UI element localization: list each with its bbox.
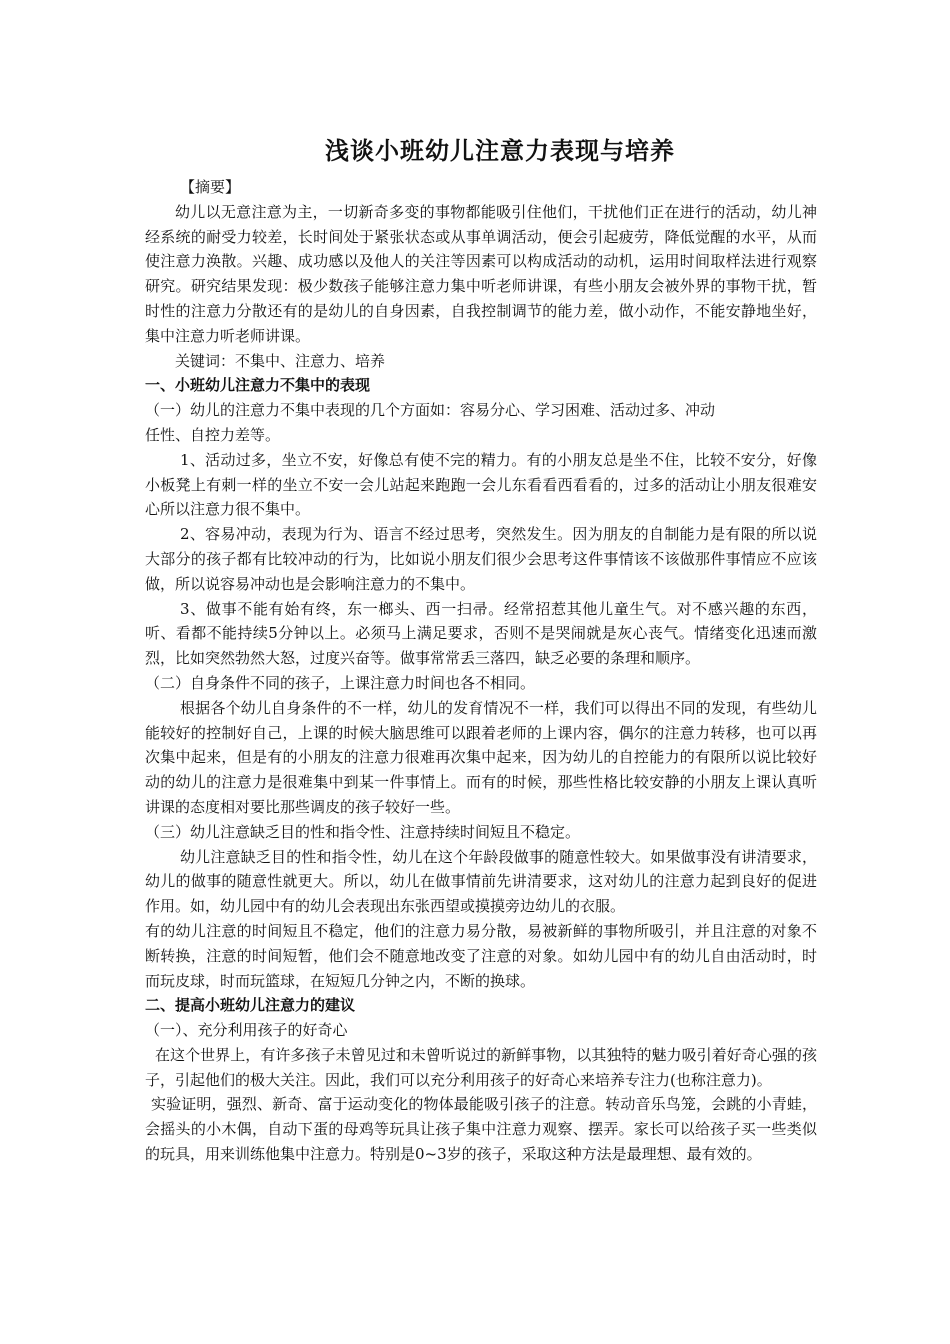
document-title: 浅谈小班幼儿注意力表现与培养 [325, 136, 675, 165]
subsection-4-paragraph-1: 在这个世界上，有许多孩子未曾见过和未曾听说过的新鲜事物，以其独特的魅力吸引着好奇心强的孩子，引起他们的极大关注。因此，我们可以充分利用孩子的好奇心来培养专注力(也称注意力)。 [145, 1045, 817, 1089]
abstract-paragraph: 幼儿以无意注意为主，一切新奇多变的事物都能吸引住他们，干扰他们正在进行的活动，幼儿神经系统的耐受力较差，长时间处于紧张状态或从事单调活动，便会引起疲劳，降低觉醒的水平，从而使注意力涣散。兴趣、成功感以及他人的关注等因素可以构成活动的动机，运用时间取样法进行观察研究。研究结果发现：极少数孩子能够注意力集中听老师讲课，有些小朋友会被外界的事物干扰，暂时性的注意力分散还有的是幼儿的自身因素，自我控制调节的能力差，做小动作，不能安静地坐好，集中注意力听老师讲课。 [145, 202, 817, 345]
subsection-1-heading-line1: （一）幼儿的注意力不集中表现的几个方面如：容易分心、学习困难、活动过多、冲动 [145, 401, 716, 420]
subsection-3-paragraph-2: 有的幼儿注意的时间短且不稳定，他们的注意力易分散，易被新鲜的事物所吸引，并且注意的对象不断转换，注意的时间短暂，他们会不随意地改变了注意的对象。如幼儿园中有的幼儿自由活动时，时而玩皮球，时而玩篮球，在短短几分钟之内，不断的换球。 [145, 921, 817, 990]
subsection-4-paragraph-2: 实验证明，强烈、新奇、富于运动变化的物体最能吸引孩子的注意。转动音乐鸟笼，会跳的小青蛙，会摇头的小木偶，自动下蛋的母鸡等玩具让孩子集中注意力观察、摆弄。家长可以给孩子买一些类似的玩具，用来训练他集中注意力。特别是0~3岁的孩子，采取这种方法是最理想、最有效的。 [145, 1095, 817, 1164]
section-1-heading: 一、小班幼儿注意力不集中的表现 [145, 376, 371, 395]
subsection-3-heading: （三）幼儿注意缺乏目的性和指令性、注意持续时间短且不稳定。 [145, 822, 581, 841]
document-body [145, 175, 817, 1167]
item-1-paragraph: 1、活动过多，坐立不安，好像总有使不完的精力。有的小朋友总是坐不住，比较不安分，好像小板凳上有刺一样的坐立不安一会儿站起来跑跑一会儿东看看西看看的，过多的活动让小朋友很难安心所以注意力很不集中。 [145, 450, 817, 519]
abstract-label: 【摘要】 [180, 178, 241, 196]
subsection-1-heading-line2: 任性、自控力差等。 [145, 425, 281, 444]
keywords-line: 关键词：不集中、注意力、培养 [175, 351, 386, 370]
subsection-2-paragraph: 根据各个幼儿自身条件的不一样，幼儿的发育情况不一样，我们可以得出不同的发现，有些幼儿能较好的控制好自己，上课的时候大脑思维可以跟着老师的上课内容，偶尔的注意力转移，也可以再次集中起来，但是有的小朋友的注意力很难再次集中起来，因为幼儿的自控能力的有限所以说比较好动的幼儿的注意力是很难集中到某一件事情上。而有的时候，那些性格比较安静的小朋友上课认真听讲课的态度相对要比那些调皮的孩子较好一些。 [145, 698, 817, 816]
subsection-4-heading: （一）、充分利用孩子的好奇心 [145, 1021, 348, 1040]
item-2-paragraph: 2、容易冲动，表现为行为、语言不经过思考，突然发生。因为朋友的自制能力是有限的所以说大部分的孩子都有比较冲动的行为，比如说小朋友们很少会思考这件事情该不该做那件事情应不应该做，所以说容易冲动也是会影响注意力的不集中。 [145, 525, 817, 593]
item-3-paragraph: 3、做事不能有始有终，东一榔头、西一扫帚。经常招惹其他儿童生气。对不感兴趣的东西，听、看都不能持续5分钟以上。必须马上满足要求，否则不是哭闹就是灰心丧气。情绪变化迅速而激烈，比如突然勃然大怒，过度兴奋等。做事常常丢三落四，缺乏必要的条理和顺序。 [145, 599, 817, 668]
subsection-2-heading: （二）自身条件不同的孩子，上课注意力时间也各不相同。 [145, 673, 536, 692]
section-2-heading: 二、提高小班幼儿注意力的建议 [145, 996, 356, 1015]
subsection-3-paragraph-1: 幼儿注意缺乏目的性和指令性，幼儿在这个年龄段做事的随意性较大。如果做事没有讲清要求，幼儿的做事的随意性就更大。所以，幼儿在做事情前先讲清要求，这对幼儿的注意力起到良好的促进作用。如，幼儿园中有的幼儿会表现出东张西望或摸摸旁边幼儿的衣服。 [145, 847, 817, 916]
